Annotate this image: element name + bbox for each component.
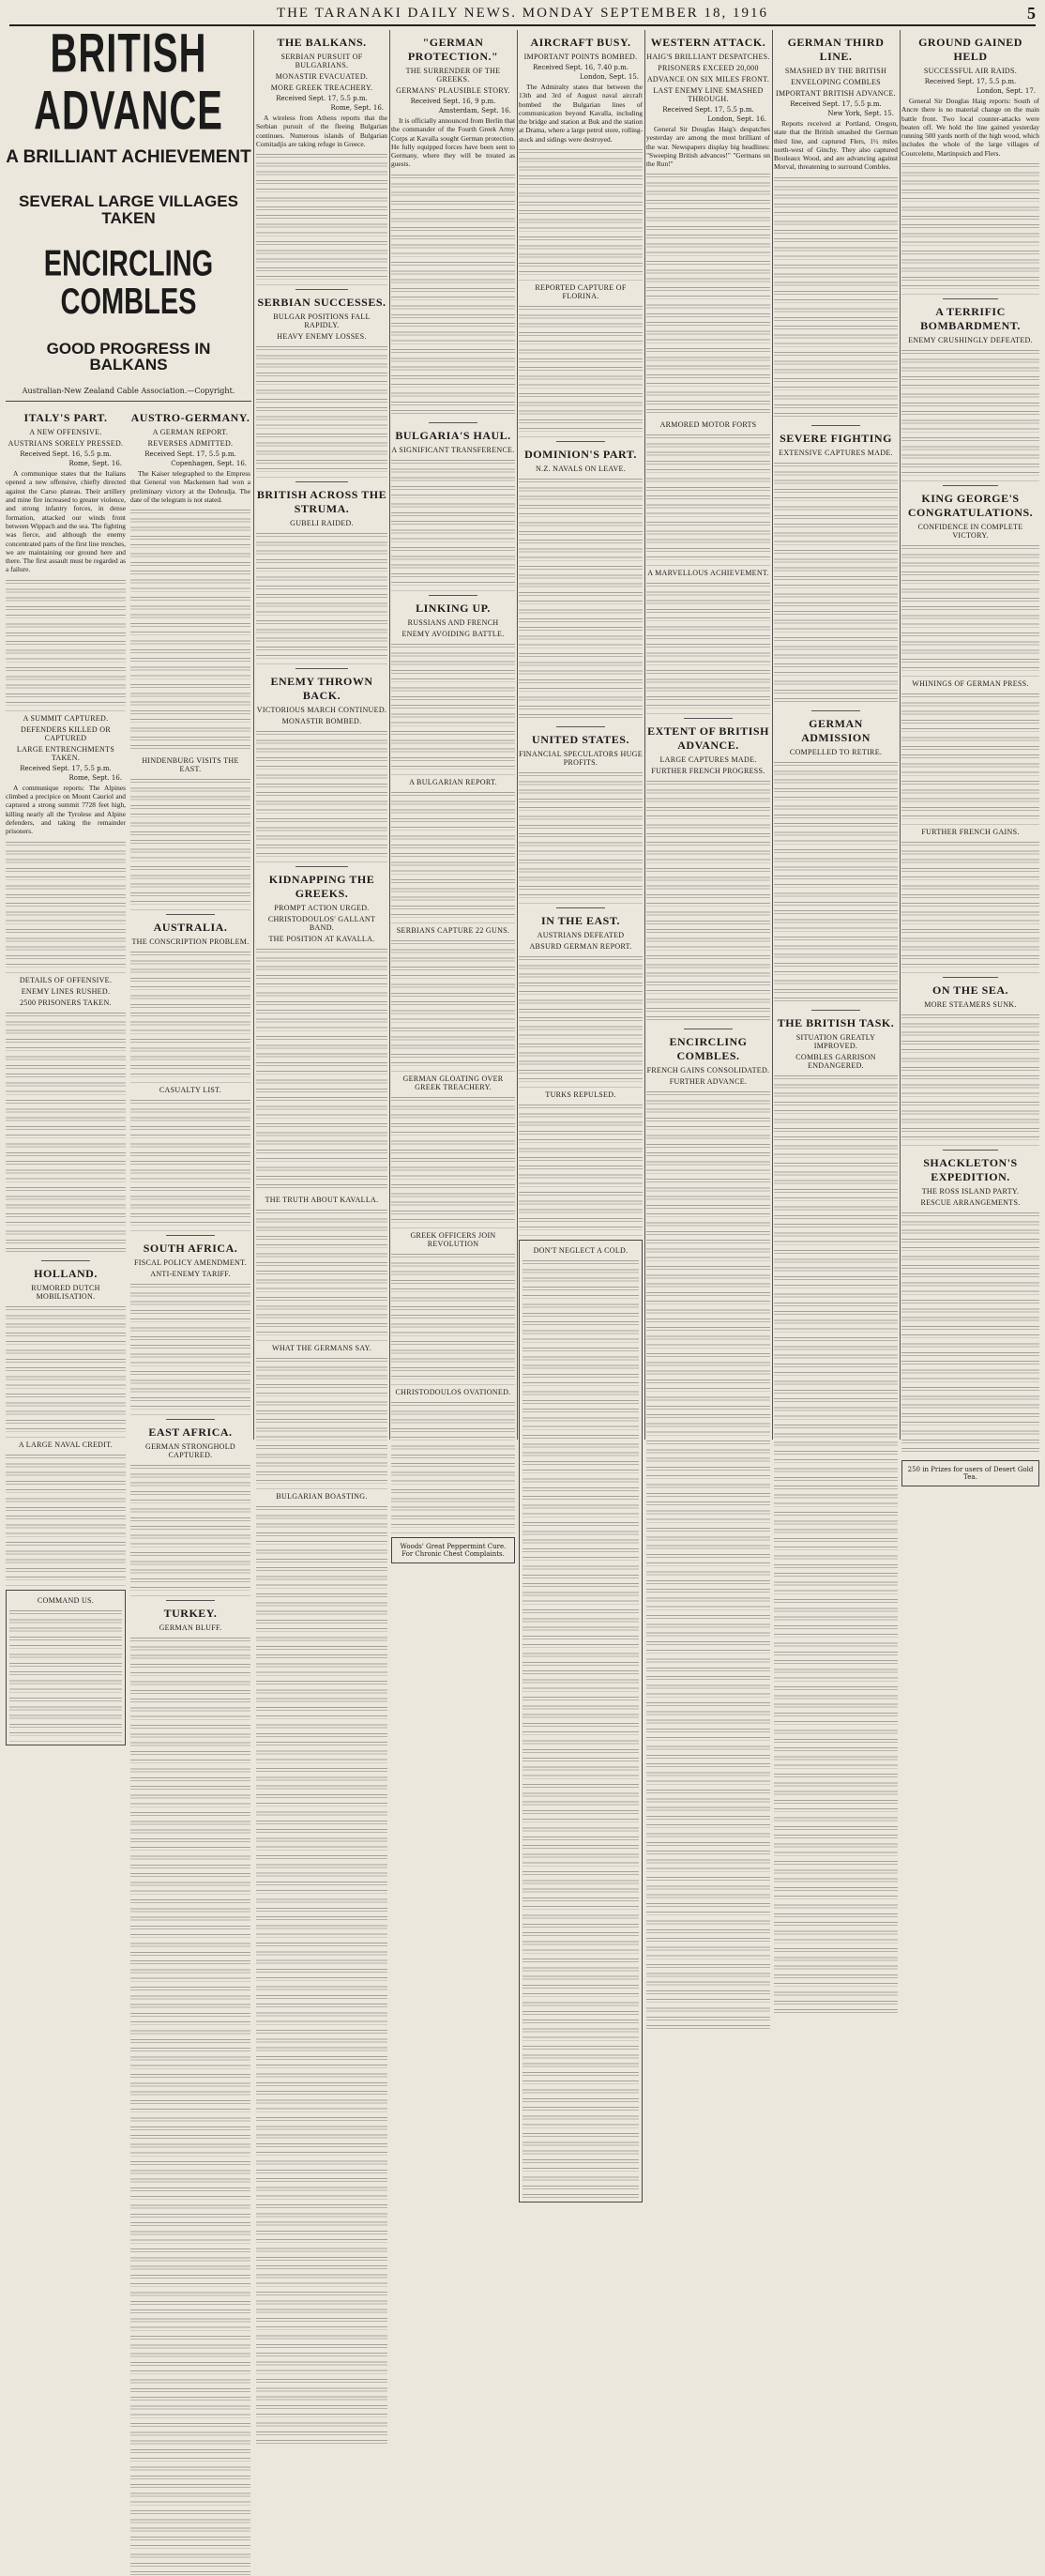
divider	[295, 481, 348, 482]
article-text-lines	[6, 1455, 126, 1586]
subheading: COMPELLED TO RETIRE.	[789, 747, 883, 756]
subheading: RUSSIANS AND FRENCH	[407, 617, 499, 627]
subheading: COMBLES GARRISON ENDANGERED.	[795, 1052, 876, 1070]
divider	[556, 726, 606, 727]
divider	[684, 718, 734, 719]
heading-serbian-successes: SERBIAN SUCCESSES.	[257, 296, 386, 310]
subheading: GERMAN BLUFF.	[159, 1623, 222, 1633]
divider	[295, 866, 348, 867]
divider	[943, 298, 998, 299]
article-text-lines	[391, 1402, 515, 1533]
subheading: A GERMAN REPORT.	[152, 428, 229, 437]
subheading: IMPORTANT BRITISH ADVANCE.	[776, 89, 896, 98]
subheading: SMASHED BY THE BRITISH	[784, 67, 887, 75]
subheading: ENVELOPING COMBLES	[791, 78, 881, 86]
subheading: FURTHER FRENCH GAINS.	[921, 828, 1020, 837]
subheading: THE CONSCRIPTION PROBLEM.	[131, 937, 250, 947]
article-text: A communique reports: The Alpines climbed a precipice on Mount Cauriol and captured a strong summit 7728 feet high, killing nearly all the Tyrolese and Alpine defenders, and taking the remainder prisoners.	[6, 783, 126, 836]
divider	[943, 1150, 998, 1151]
article-text-lines	[901, 163, 1039, 295]
lead-subcolumns	[6, 401, 251, 2576]
subheading: GUBELI RAIDED.	[290, 519, 354, 528]
article-text-lines	[256, 1210, 387, 1341]
heading-aircraft-busy: AIRCRAFT BUSY.	[530, 36, 631, 49]
dateline: Received Sept. 16, 9 p.m.	[410, 98, 496, 105]
article-text-lines	[6, 842, 126, 973]
heading-on-the-sea: ON THE SEA.	[932, 983, 1008, 998]
article-text-lines	[519, 479, 643, 723]
subheading: DEFENDERS KILLED OR CAPTURED	[21, 724, 111, 742]
subheading: N.Z. NAVALS ON LEAVE.	[535, 465, 627, 474]
subheading: THE TRUTH ABOUT KAVALLA.	[265, 1196, 379, 1205]
article-text-lines	[6, 1013, 126, 1257]
subheading: THE SURRENDER OF THE GREEKS.	[405, 67, 501, 84]
heading-united-states: UNITED STATES.	[532, 733, 629, 747]
dateline: Received Sept. 17, 5.5 p.m.	[790, 100, 882, 108]
article-text: General Sir Douglas Haig reports: South of Ancre there is no material change on the main battle front. Two local counter-attacks were beaten off. We hold the line gained yesterday running 500 yards north of the high wood, which includes the whole of the large villages of Courcelette, Martinpuich and Flers.	[901, 97, 1039, 158]
subheading: GERMAN GLOATING OVER GREEK TREACHERY.	[402, 1074, 504, 1091]
subheading: ADVANCE ON SIX MILES FRONT.	[646, 75, 770, 84]
heading-east-africa: EAST AFRICA.	[148, 1425, 233, 1440]
lead-deck-1: A BRILLIANT ACHIEVEMENT	[6, 147, 251, 167]
divider	[41, 1260, 89, 1261]
heading-terrific-bombardment: A TERRIFIC BOMBARDMENT.	[920, 305, 1021, 333]
subheading: RESCUE ARRANGEMENTS.	[920, 1198, 1021, 1208]
article-text-lines	[519, 772, 643, 904]
article-text-lines	[774, 1075, 898, 2014]
article-text-lines	[130, 779, 250, 910]
subheading: FISCAL POLICY AMENDMENT.	[133, 1258, 248, 1268]
dateline: Received Sept. 17, 5.5 p.m.	[924, 78, 1017, 85]
column-aircraft	[519, 30, 643, 1440]
article-text-lines	[256, 154, 387, 285]
divider	[943, 485, 998, 486]
dateline: Received Sept. 17, 5.5 p.m.	[20, 764, 112, 772]
article-text-lines	[130, 1100, 250, 1231]
subheading: PRISONERS EXCEED 20,000	[658, 64, 759, 72]
subheading: HEAVY ENEMY LOSSES.	[277, 332, 367, 342]
heading-balkans: THE BALKANS.	[277, 36, 367, 49]
subheading: GERMANS' PLAUSIBLE STORY.	[396, 86, 510, 95]
article-text-lines	[646, 583, 770, 714]
subheading: AUSTRIANS SORELY PRESSED.	[8, 439, 124, 449]
ad-text: 250 in Prizes for users of Desert Gold Tea.	[907, 1466, 1034, 1482]
column-german-protection	[391, 30, 515, 1558]
subheading: A LARGE NAVAL CREDIT.	[18, 1440, 114, 1449]
heading-in-the-east: IN THE EAST.	[541, 914, 620, 928]
article-text: The Admiralty states that between the 13th and 3rd of August naval aircraft bombed the Bulgarian lines of communication beyond Kavalla, including the bridge and station at Buk and the station at Drama, where a large petrol store, rolling-stock and sidings were destroyed.	[519, 83, 643, 144]
subheading: MORE STEAMERS SUNK.	[924, 1000, 1017, 1010]
heading-german-admission: GERMAN ADMISSION	[801, 716, 871, 744]
subheading: ENEMY LINES RUSHED.	[21, 986, 111, 996]
subheading: FURTHER ADVANCE.	[669, 1077, 748, 1087]
column-ground-gained	[901, 30, 1039, 1482]
heading-extent-of-advance: EXTENT OF BRITISH ADVANCE.	[647, 724, 769, 753]
article-text-lines	[901, 545, 1039, 677]
subheading: WHAT THE GERMANS SAY.	[271, 1344, 372, 1353]
article-text-lines	[391, 940, 515, 1072]
article-text-lines	[256, 1358, 387, 1489]
heading-severe-fighting: SEVERE FIGHTING	[780, 431, 892, 445]
article-text-lines	[256, 533, 387, 664]
heading-enemy-thrown-back: ENEMY THROWN BACK.	[270, 675, 373, 703]
article-text-lines	[391, 1254, 515, 1385]
dateline: Received Sept. 16, 5.5 p.m.	[20, 450, 112, 459]
article-text-lines	[646, 434, 770, 566]
article-text-lines	[130, 1638, 250, 2576]
subheading: CHRISTODOULOS' GALLANT BAND.	[267, 915, 376, 933]
dateline: Received Sept. 16, 7.40 p.m.	[533, 64, 629, 71]
article-text: A communique states that the Italians opened a new offensive, chiefly directed against the Carso plateau. Their artillery and mine fire increased to greater violence, and strong infantry forces, in dense formation, attacked our winds front between Wippach and the sea. The fighting was fierce, and although the enemy concentrated parts of the first line trenches, we are maintaining our ground here and there. The first assault must be regarded as a failure.	[6, 469, 126, 574]
column-rule	[389, 30, 390, 1440]
lead-deck-3: ENCIRCLING COMBLES	[43, 243, 214, 323]
article-text-lines	[130, 1284, 250, 1415]
subheading: VICTORIOUS MARCH CONTINUED.	[256, 706, 387, 715]
subheading: MONASTIR EVACUATED.	[275, 72, 369, 81]
dateline: Received Sept. 17, 5.5 p.m.	[662, 106, 754, 114]
subheading: CHRISTODOULOS OVATIONED.	[395, 1387, 511, 1396]
divider	[811, 1010, 861, 1011]
heading-kidnapping: KIDNAPPING THE GREEKS.	[268, 873, 375, 901]
subheading: SUCCESSFUL AIR RAIDS.	[923, 67, 1018, 75]
placeline: London, Sept. 17.	[977, 87, 1036, 95]
subheading: IMPORTANT POINTS BOMBED.	[523, 53, 638, 61]
article-text-lines	[256, 731, 387, 862]
column-rule	[900, 30, 901, 1440]
placeline: Rome, Sept. 16.	[68, 773, 122, 782]
subheading: LAST ENEMY LINE SMASHED THROUGH.	[653, 86, 764, 103]
article-text-lines	[391, 644, 515, 775]
divider	[166, 1235, 214, 1236]
column-german-third-line	[774, 30, 898, 1440]
advertisement	[6, 1590, 126, 1745]
article-text-lines	[391, 792, 515, 923]
article-text-lines	[774, 177, 898, 421]
subheading: A SUMMIT CAPTURED.	[23, 713, 109, 723]
heading-australia: AUSTRALIA.	[153, 921, 228, 935]
subheading: ANTI-ENEMY TARIFF.	[150, 1270, 231, 1279]
dateline: Received Sept. 17, 5.5 p.m.	[144, 450, 236, 459]
article-text-lines	[901, 350, 1039, 481]
column-rule	[517, 30, 518, 1440]
article-text-lines	[519, 1105, 643, 1236]
article-text-lines	[130, 1465, 250, 1596]
placeline: London, Sept. 15.	[580, 73, 639, 81]
heading-british-task: THE BRITISH TASK.	[777, 1015, 895, 1029]
divider	[166, 914, 214, 915]
heading-austro-germany: AUSTRO-GERMANY.	[130, 411, 250, 425]
article-text: The Kaiser telegraphed to the Empress that General von Mackensen had won a preliminary victory at the Dobrudja. The date of the telegram is not stated.	[130, 469, 250, 505]
divider	[811, 425, 861, 426]
lead-headline: BRITISH ADVANCE	[34, 23, 223, 142]
masthead-title: THE TARANAKI DAILY NEWS. MONDAY SEPTEMBER 18, 1916	[276, 6, 769, 21]
article-text-lines	[646, 1091, 770, 2030]
article-text-lines	[901, 694, 1039, 825]
subheading: MONASTIR BOMBED.	[281, 717, 362, 726]
subheading: AUSTRIANS DEFEATED	[537, 931, 625, 940]
subheading: FURTHER FRENCH PROGRESS.	[651, 767, 765, 776]
subheading: ENEMY AVOIDING BATTLE.	[401, 629, 505, 638]
divider	[429, 595, 478, 596]
subheading: SERBIANS CAPTURE 22 GUNS.	[396, 925, 510, 935]
divider	[295, 668, 348, 669]
column-balkans	[256, 30, 387, 1501]
divider	[166, 1600, 214, 1601]
article-text-lines	[6, 1306, 126, 1438]
heading-german-third-line: GERMAN THIRD LINE.	[787, 36, 885, 63]
subheading: BULGARIAN BOASTING.	[276, 1492, 368, 1501]
subheading: A NEW OFFENSIVE.	[29, 428, 102, 437]
subheading: CASUALTY LIST.	[159, 1086, 222, 1095]
subheading: ENEMY CRUSHINGLY DEFEATED.	[908, 336, 1033, 345]
advertisement	[519, 1240, 643, 2203]
heading-turkey: TURKEY.	[163, 1607, 218, 1621]
placeline: Amsterdam, Sept. 16.	[438, 107, 511, 114]
article-text-lines	[391, 460, 515, 591]
article-text-lines	[256, 949, 387, 1193]
subheading: TURKS REPULSED.	[545, 1090, 616, 1100]
article-text-lines	[519, 149, 643, 281]
column-western-attack	[646, 30, 770, 1440]
placeline: Copenhagen, Sept. 16.	[171, 460, 247, 468]
subheading: FRENCH GAINS CONSOLIDATED.	[646, 1066, 770, 1075]
subheading: LARGE ENTRENCHMENTS TAKEN.	[16, 744, 115, 762]
subheading: REVERSES ADMITTED.	[147, 439, 234, 449]
heading-king-georges-congratulations: KING GEORGE'S CONGRATULATIONS.	[907, 492, 1034, 520]
placeline: London, Sept. 16.	[707, 115, 766, 123]
heading-south-africa: SOUTH AFRICA.	[143, 1242, 238, 1256]
article-text-lines	[130, 952, 250, 1083]
placeline: New York, Sept. 15.	[827, 110, 894, 117]
cable-credit: Australian-New Zealand Cable Association.—Copyright.	[22, 387, 235, 396]
placeline: Rome, Sept. 16.	[68, 460, 122, 468]
article-text-lines	[391, 1097, 515, 1228]
divider	[429, 422, 478, 423]
article-text-lines	[130, 510, 250, 754]
subheading: PROMPT ACTION URGED.	[274, 904, 370, 913]
article-text-lines	[391, 175, 515, 419]
ad-text-lines	[9, 1610, 122, 1742]
article-text-lines	[646, 781, 770, 1025]
article-text-lines	[6, 580, 126, 711]
subcolumn-austro-germany	[130, 405, 250, 2576]
subheading: ABSURD GERMAN REPORT.	[529, 942, 632, 952]
heading-dominions-part: DOMINION'S PART.	[524, 448, 637, 462]
subheading: LARGE CAPTURES MADE.	[659, 755, 757, 765]
subheading: MORE GREEK TREACHERY.	[270, 84, 373, 92]
subheading: GREEK OFFICERS JOIN REVOLUTION	[410, 1230, 496, 1248]
subheading: HINDENBURG VISITS THE EAST.	[142, 756, 239, 774]
heading-linking-up: LINKING UP.	[416, 601, 491, 615]
article-text-lines	[646, 174, 770, 418]
article-text-lines	[901, 1014, 1039, 1146]
article-text: General Sir Douglas Haig's despatches yesterday are among the most brilliant of the war. Newspapers display big headlines: "Sweeping British advances!" "Germans on the Run!"	[646, 125, 770, 169]
ad-heading: COMMAND US.	[37, 1595, 95, 1605]
column-rule	[644, 30, 645, 1440]
article-text-lines	[774, 463, 898, 707]
page-number: 5	[1027, 4, 1036, 23]
article-text: A wireless from Athens reports that the Serbian pursuit of the fleeing Bulgarian continues. Numerous islands of Bulgarian Comitadjis are taking refuge in Greece.	[256, 114, 387, 148]
divider	[943, 977, 998, 978]
subheading: DETAILS OF OFFENSIVE.	[19, 975, 113, 984]
column-lead	[6, 23, 251, 1633]
column-rule	[253, 30, 254, 1440]
heading-shackletons-expedition: SHACKLETON'S EXPEDITION.	[923, 1156, 1018, 1184]
heading-ground-gained: GROUND GAINED HELD	[918, 36, 1022, 63]
subheading: SERBIAN PURSUIT OF BULGARIANS.	[280, 53, 363, 69]
heading-struma: BRITISH ACROSS THE STRUMA.	[256, 488, 387, 516]
heading-western-attack: WESTERN ATTACK.	[650, 36, 766, 49]
subheading: EXTENSIVE CAPTURES MADE.	[779, 448, 893, 457]
ad-heading: DON'T NEGLECT A COLD.	[533, 1246, 629, 1256]
subheading: REPORTED CAPTURE OF FLORINA.	[535, 283, 627, 301]
lead-deck-4: GOOD PROGRESS IN BALKANS	[46, 339, 211, 374]
advertisement	[391, 1537, 515, 1563]
subheading: BULGAR POSITIONS FALL RAPIDLY.	[273, 312, 371, 330]
divider	[811, 710, 861, 711]
article-text-lines	[519, 956, 643, 1088]
divider	[295, 289, 348, 290]
dateline: Received Sept. 17, 5.5 p.m.	[276, 95, 368, 102]
divider	[166, 1419, 214, 1420]
subheading: A SIGNIFICANT TRANSFERENCE.	[391, 445, 515, 454]
subheading: WHININGS OF GERMAN PRESS.	[912, 679, 1029, 689]
advertisement	[901, 1460, 1039, 1486]
article-text-lines	[256, 346, 387, 478]
subheading: THE POSITION AT KAVALLA.	[268, 935, 375, 944]
column-rule	[772, 30, 773, 1440]
heading-holland: HOLLAND.	[34, 1266, 98, 1280]
ad-text-lines	[522, 1260, 639, 2199]
article-text-lines	[519, 306, 643, 437]
heading-bulgarias-haul: BULGARIA'S HAUL.	[395, 428, 511, 442]
divider	[556, 907, 606, 908]
subheading: GERMAN STRONGHOLD CAPTURED.	[145, 1442, 235, 1460]
article-text-lines	[901, 842, 1039, 973]
lead-deck-2: SEVERAL LARGE VILLAGES TAKEN	[19, 191, 238, 227]
article-text-lines	[774, 762, 898, 1006]
heading-encircling-combles: ENCIRCLING COMBLES.	[669, 1035, 748, 1063]
subheading: FINANCIAL SPECULATORS HUGE PROFITS.	[519, 750, 643, 768]
masthead	[9, 4, 1036, 26]
subheading: A BULGARIAN REPORT.	[409, 777, 497, 786]
heading-german-protection: "GERMAN PROTECTION."	[407, 36, 499, 63]
article-text: It is officially announced from Berlin that the commander of the Fourth Greek Army Corps at Kavalla sought German protection. He fully equipped forces have been sent to Germany, where they will be treated as guests.	[391, 116, 515, 169]
article-text-lines	[901, 1212, 1039, 1456]
subheading: SITUATION GREATLY IMPROVED.	[795, 1032, 876, 1050]
subheading: CONFIDENCE IN COMPLETE VICTORY.	[917, 523, 1023, 541]
subheading: THE ROSS ISLAND PARTY.	[921, 1187, 1020, 1197]
subheading: 2500 PRISONERS TAKEN.	[20, 998, 112, 1007]
article-text-lines	[256, 1506, 387, 2445]
heading-italy: ITALY'S PART.	[23, 411, 108, 425]
subheading: A MARVELLOUS ACHIEVEMENT.	[647, 569, 769, 578]
placeline: Rome, Sept. 16.	[330, 104, 384, 112]
article-text: Reports received at Portland, Oregon, state that the British smashed the German third line, and captured Flers, 1½ miles north-west of Ginchy. They also captured Bouleaux Wood, and are advancing against Morval, threatening to surround Combles.	[774, 119, 898, 172]
subheading: ARMORED MOTOR FORTS	[659, 420, 757, 430]
divider	[556, 441, 606, 442]
subcolumn-italy	[6, 405, 126, 2576]
subheading: HAIG'S BRILLIANT DESPATCHES.	[646, 53, 770, 61]
ad-text: Woods' Great Peppermint Cure. For Chronic Chest Complaints.	[400, 1542, 507, 1558]
subheading: RUMORED DUTCH MOBILISATION.	[31, 1283, 100, 1301]
